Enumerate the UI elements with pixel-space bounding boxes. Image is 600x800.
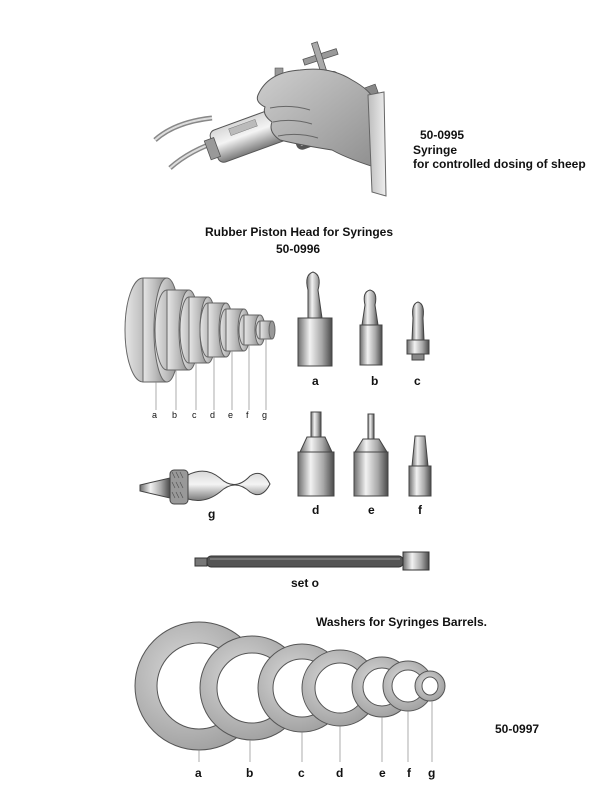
cone-label: d — [210, 410, 216, 420]
piece-label-g: g — [208, 507, 216, 521]
syringe-description: for controlled dosing of sheep — [413, 157, 586, 171]
cone-label: f — [246, 410, 249, 420]
washer-label: g — [428, 766, 436, 780]
piece-label-a: a — [312, 374, 319, 388]
piston-section-code: 50-0996 — [276, 242, 321, 256]
piece-label-c: c — [414, 374, 421, 388]
washer-label: f — [407, 766, 411, 780]
washer-label: b — [246, 766, 254, 780]
washers-section-code: 50-0997 — [495, 722, 540, 736]
washer-label: a — [195, 766, 202, 780]
syringe-code: 50-0995 — [420, 128, 465, 142]
washer-label: d — [336, 766, 344, 780]
rod-label: set o — [291, 576, 320, 590]
piston-section-title: Rubber Piston Head for Syringes — [205, 225, 394, 239]
piece-label-d: d — [312, 503, 320, 517]
cone-label: a — [152, 410, 158, 420]
syringe-title: Syringe — [413, 143, 458, 157]
cone-label: c — [192, 410, 197, 420]
piece-label-e: e — [368, 503, 375, 517]
cone-label: e — [228, 410, 234, 420]
cone-label: b — [172, 410, 178, 420]
cone-label: g — [262, 410, 268, 420]
piece-label-b: b — [371, 374, 379, 388]
washer-label: c — [298, 766, 305, 780]
washer-label: e — [379, 766, 386, 780]
washers-section-title: Washers for Syringes Barrels. — [316, 615, 487, 629]
piece-label-f: f — [418, 503, 422, 517]
